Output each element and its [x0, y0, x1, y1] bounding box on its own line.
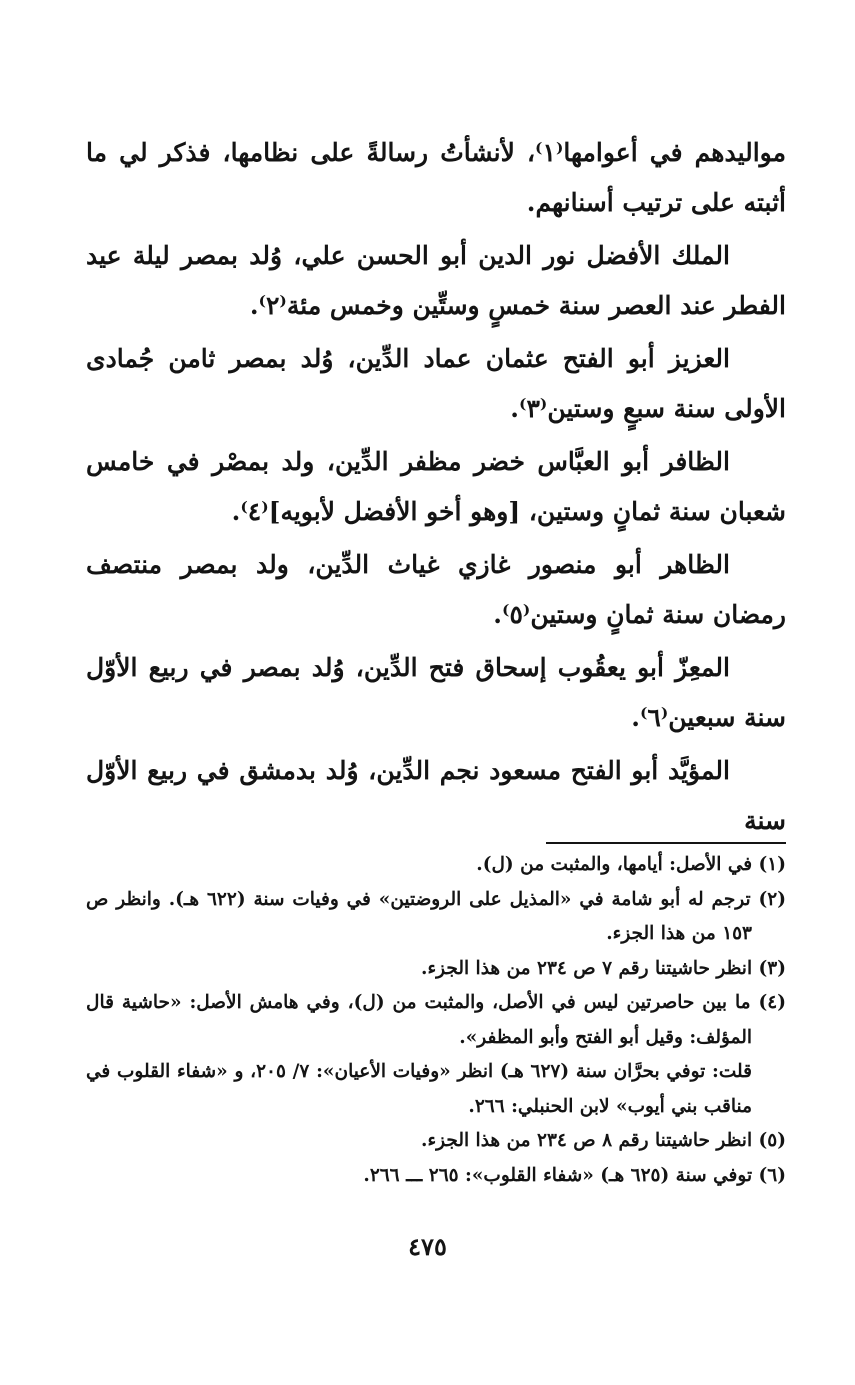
paragraph-5 — [86, 540, 786, 640]
footnote-divider — [546, 842, 786, 844]
page-number: ٤٧٥ — [408, 1232, 447, 1261]
footnote-3: (٣) انظر حاشيتنا رقم ٧ ص ٢٣٤ من هذا الجزء. — [421, 957, 786, 979]
paragraph-4 — [86, 437, 786, 537]
paragraph-1 — [86, 128, 786, 228]
footnote-4: (٤) ما بين حاصرتين ليس في الأصل، والمثبت من (ل)، وفي هامش الأصل: «حاشية قال المؤلف: وقيل أبو الفتح وأبو المظفر». — [86, 992, 786, 1048]
paragraph-text: الظافر أبو العبَّاس خضر مظفر الدِّين، ولد بمصْر في خامس شعبان سنة ثمانٍ وستين، [وهو أخو الأفضل لأبويه]⁽٤⁾. — [86, 447, 786, 526]
paragraph-6 — [86, 643, 786, 743]
paragraph-text: المعِزّ أبو يعقُوب إسحاق فتح الدِّين، وُلد بمصر في ربيع الأوّل سنة سبعين⁽٦⁾. — [86, 653, 786, 732]
paragraph-text: مواليدهم في أعوامها⁽١⁾، لأنشأتُ رسالةً على نظامها، فذكر لي ما أثبته على ترتيب أسنانهم. — [86, 138, 786, 217]
paragraph-3 — [86, 334, 786, 434]
paragraph-text: الظاهر أبو منصور غازي غياث الدِّين، ولد بمصر منتصف رمضان سنة ثمانٍ وستين⁽٥⁾. — [86, 550, 786, 629]
paragraph-2 — [86, 231, 786, 331]
footnotes — [86, 848, 786, 1193]
paragraph-text: العزيز أبو الفتح عثمان عماد الدِّين، وُلد بمصر ثامن جُمادى الأولى سنة سبعٍ وستين⁽٣⁾. — [86, 344, 786, 423]
paragraph-text: المؤيَّد أبو الفتح مسعود نجم الدِّين، وُلد بدمشق في ربيع الأوّل سنة — [86, 756, 786, 835]
footnote-6: (٦) توفي سنة (٦٢٥ هـ) «شفاء القلوب»: ٢٦٥ ـــ ٢٦٦. — [363, 1164, 786, 1186]
paragraph-text: الملك الأفضل نور الدين أبو الحسن علي، وُلد بمصر ليلة عيد الفطر عند العصر سنة خمسٍ وستِّين وخمس مئة⁽٢⁾. — [86, 241, 786, 320]
footnote-5: (٥) انظر حاشيتنا رقم ٨ ص ٢٣٤ من هذا الجزء. — [421, 1130, 786, 1151]
paragraph-7 — [86, 746, 786, 846]
footnote-2: (٢) ترجم له أبو شامة في «المذيل على الروضتين» في وفيات سنة (٦٢٢ هـ). وانظر ص ١٥٣ من هذا الجزء. — [86, 888, 786, 944]
footnote-4-continuation: قلت: توفي بحرَّان سنة (٦٢٧ هـ) انظر «وفيات الأعيان»: ٧/ ٢٠٥، و «شفاء القلوب في مناقب بني أيوب» لابن الحنبلي: ٢٦٦. — [86, 1061, 753, 1117]
main-text — [86, 128, 786, 849]
footnote-1: (١) في الأصل: أيامها، والمثبت من (ل). — [476, 854, 786, 875]
